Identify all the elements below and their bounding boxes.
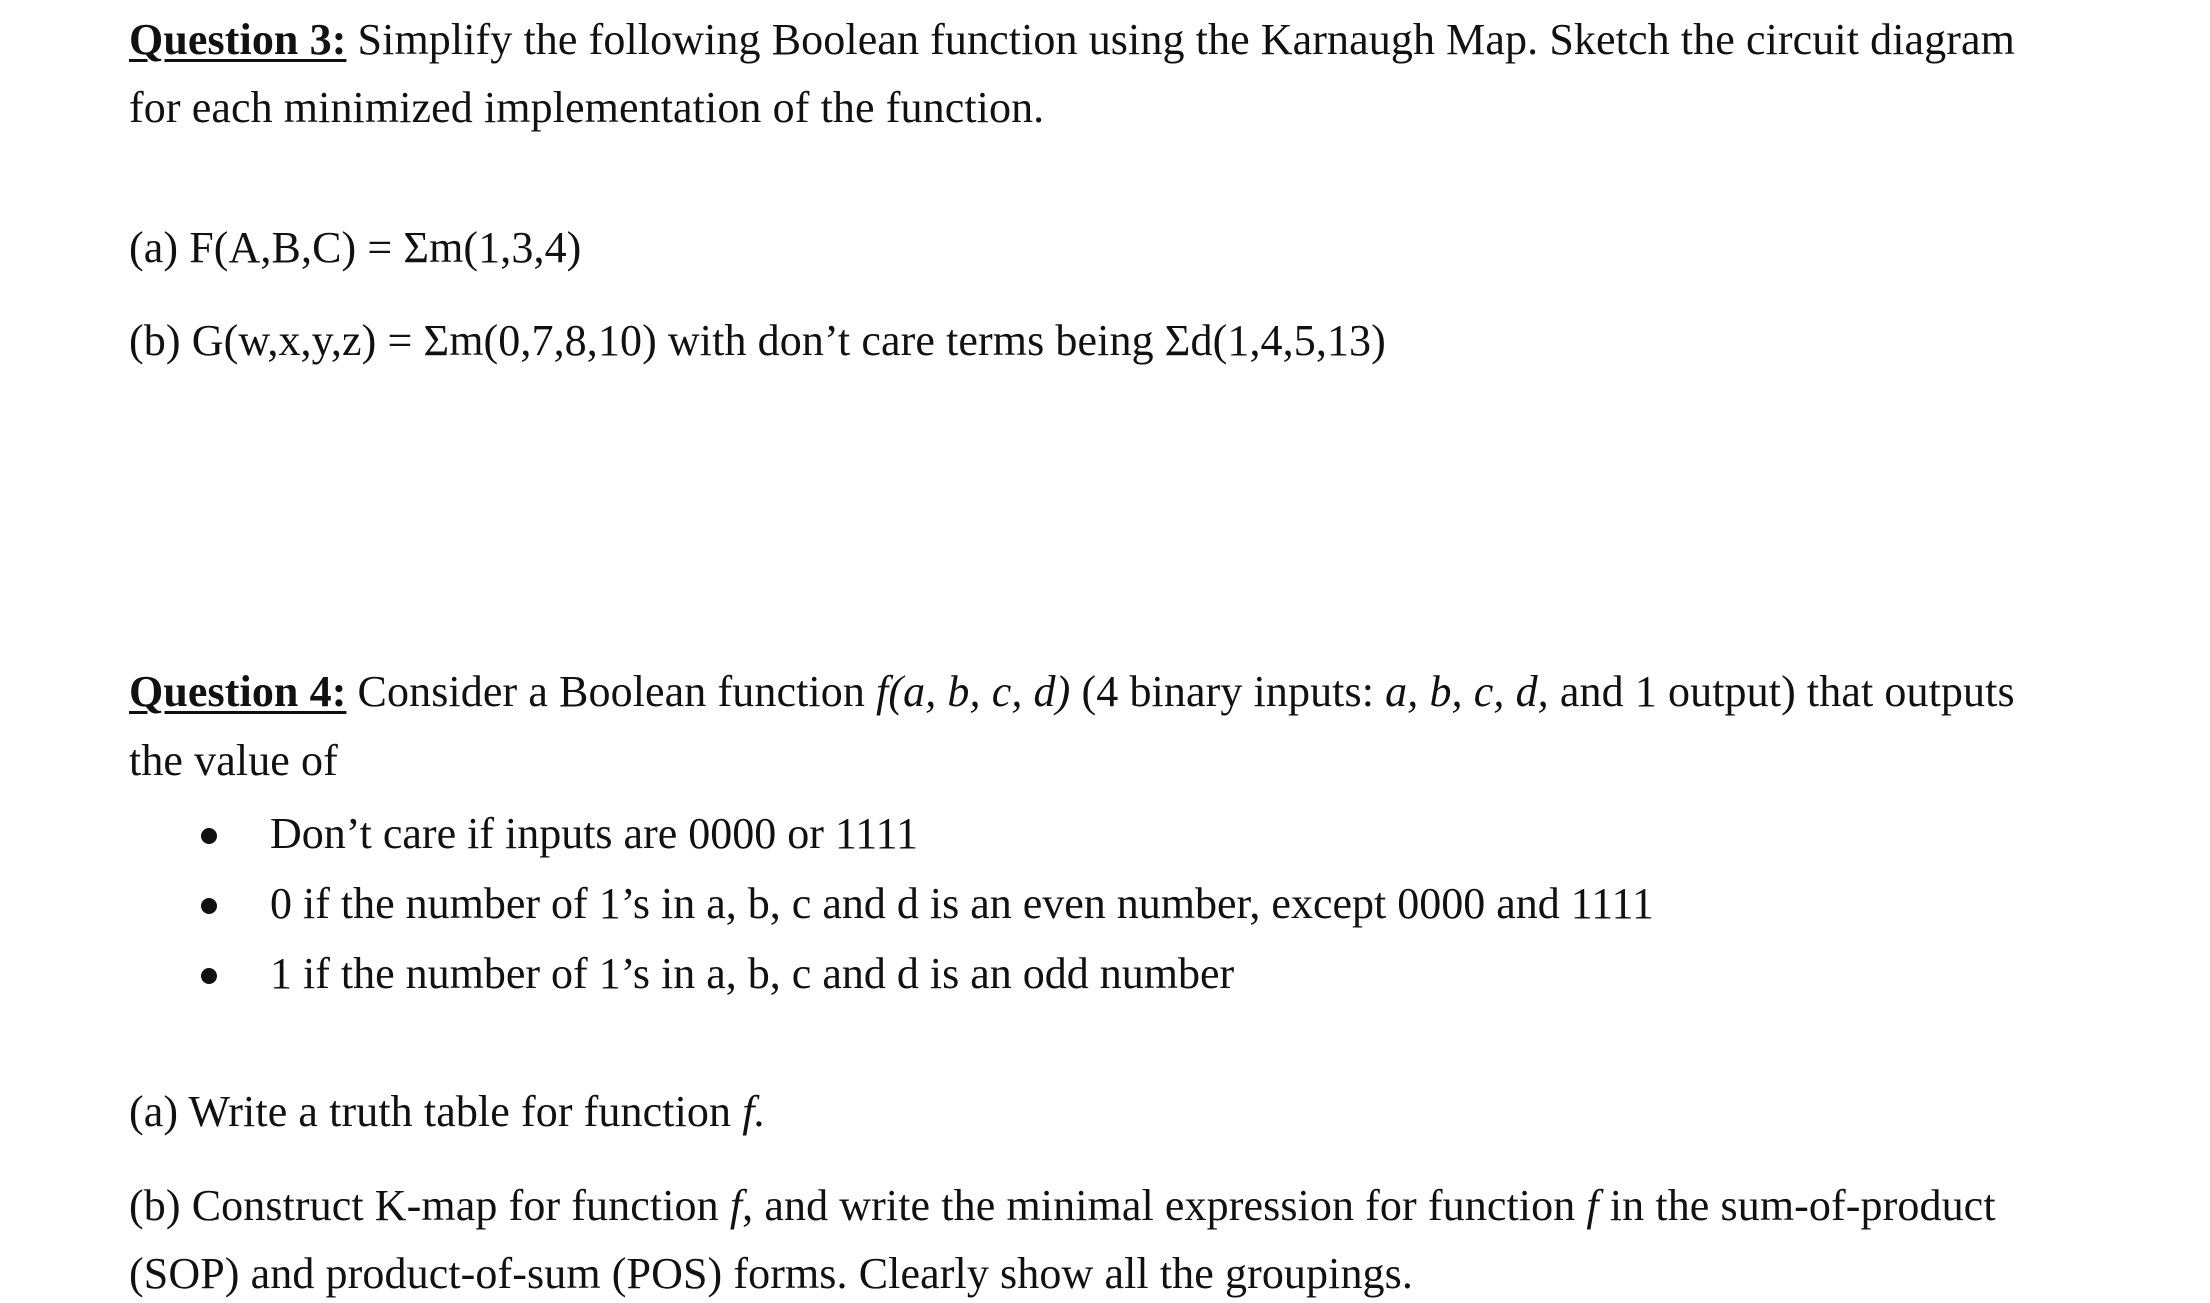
q4-label: Question 4: xyxy=(129,667,347,716)
q3-line-1 xyxy=(129,14,2015,66)
q4-line-1 xyxy=(129,666,2015,718)
q4-bullet-2-text: 0 if the number of 1’s in a, b, c and d is an even number, except 0000 and 1111 xyxy=(270,879,1654,928)
q4-part-b-f2: f xyxy=(1586,1181,1599,1230)
q3-part-b: (b) G(w,x,y,z) = Σm(0,7,8,10) with don’t care terms being Σd(1,4,5,13) xyxy=(129,316,1386,365)
q4-part-a xyxy=(129,1086,766,1138)
q4-line-2: the value of xyxy=(129,736,338,785)
q4-part-b-pre: (b) Construct K-map for function xyxy=(129,1181,730,1230)
bullet-dot-icon xyxy=(201,828,217,844)
q4-part-b-line-1 xyxy=(129,1180,1996,1232)
bullet-dot-icon xyxy=(201,898,217,914)
q4-intro-pre: Consider a Boolean function xyxy=(346,667,877,716)
q4-intro-mid: (4 binary inputs: xyxy=(1070,667,1386,716)
q4-bullet-1-text: Don’t care if inputs are 0000 or 1111 xyxy=(270,809,919,858)
q3-line-2: for each minimized implementation of the function. xyxy=(129,83,1045,132)
q4-part-b-mid: , and write the minimal expression for function xyxy=(742,1181,1587,1230)
q3-part-a: (a) F(A,B,C) = Σm(1,3,4) xyxy=(129,223,582,272)
q4-part-a-pre: (a) Write a truth table for function xyxy=(129,1087,743,1136)
q4-part-b-f1: f xyxy=(729,1181,743,1230)
q4-inputs: a, b, c, d, xyxy=(1385,667,1549,716)
q4-func-name: f(a, b, c, d) xyxy=(876,667,1071,716)
q4-intro-post: and 1 output) that outputs xyxy=(1548,667,2015,716)
bullet-dot-icon xyxy=(201,968,217,984)
q4-part-b-line-2: (SOP) and product-of-sum (POS) forms. Clearly show all the groupings. xyxy=(129,1249,1413,1298)
q4-part-a-f: f. xyxy=(742,1087,766,1136)
q4-bullet-3-text: 1 if the number of 1’s in a, b, c and d is an odd number xyxy=(270,949,1235,998)
q3-label: Question 3: xyxy=(129,15,347,64)
q4-part-b-post: in the sum-of-product xyxy=(1598,1181,1996,1230)
q3-text-line1: Simplify the following Boolean function using the Karnaugh Map. Sketch the circuit diagram xyxy=(346,15,2015,64)
